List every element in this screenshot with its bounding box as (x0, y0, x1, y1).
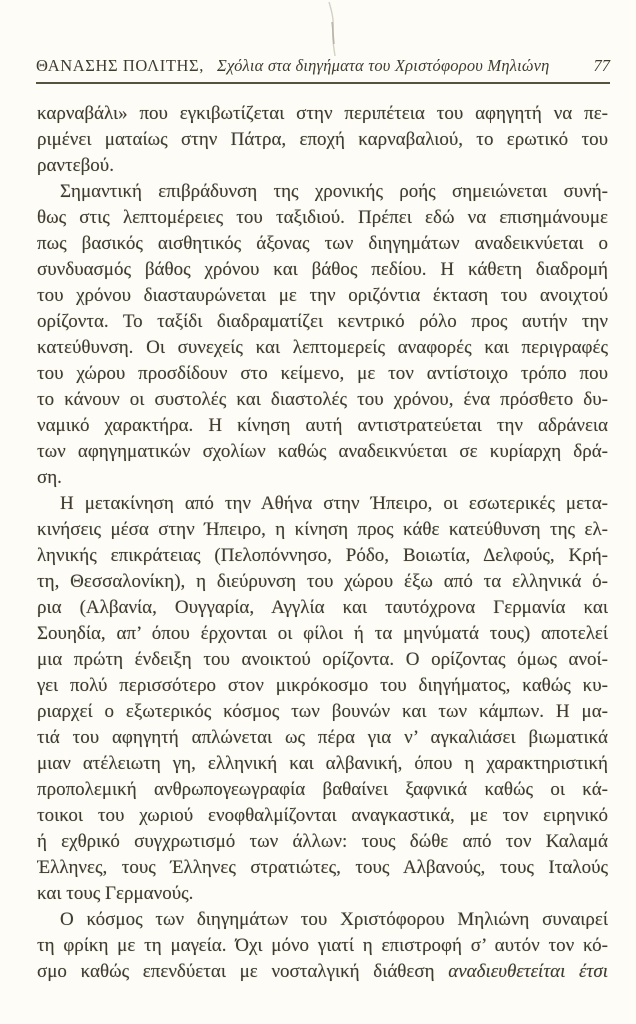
page-number: 77 (593, 56, 610, 75)
text-line: Η μετακίνηση από την Αθήνα στην Ήπειρο, οι εσωτερικές μετα- (60, 493, 608, 514)
text-line: προπολεμική ανθρωπογεωγραφία βαθαίνει ξαφνικά καθώς οι κά- (37, 779, 608, 800)
text-line: γει πολύ περισσότερο στον μικρόκοσμο του διηγήματος, καθώς κυ- (37, 675, 608, 696)
text-line: ραντεβού. (37, 155, 114, 176)
text-line: πως βασικός αισθητικός άξονας των διηγημάτων αναδεικνύεται ο (37, 233, 608, 254)
text-line: Σουηδία, απ’ όπου έρχονται οι φίλοι ή τα μηνύματά τους) αποτελεί (37, 623, 608, 644)
text-line: ναμικό χαρακτήρα. Η κίνηση αυτή αντιστρατεύεται την αδράνεια (37, 415, 608, 436)
text-line: ριμένει ματαίως στην Πάτρα, εποχή καρναβαλιού, το ερωτικό του (37, 129, 608, 150)
paragraph (37, 101, 608, 179)
text-line: το κάνουν οι συστολές και διαστολές του χρόνου, ένα πρόσθετο δυ- (37, 389, 608, 410)
text-line: τοικοι του χωριού ενοφθαλμίζονται αναγκαστικά, με τον ειρηνικό (37, 805, 608, 826)
text-line: Σημαντική επιβράδυνση της χρονικής ροής σημειώνεται συνή- (60, 181, 608, 202)
paragraph (37, 491, 608, 907)
text-line: μιαν ατέλειωτη γη, ελληνική και αλβανική, όπου η χαρακτηριστική (37, 753, 608, 774)
text-line: κινήσεις μέσα στην Ήπειρο, η κίνηση προς κάθε κατεύθυνση της ελ- (37, 519, 608, 540)
header-author-name: ΘΑΝΑΣΗΣ ΠΟΛΙΤΗΣ, (36, 56, 204, 75)
text-line: ή εχθρικό συγχρωτισμό των άλλων: τους δώθε από τον Καλαμά (37, 831, 608, 852)
text-line: καρναβάλι» που εγκιβωτίζεται στην περιπέτεια του αφηγητή να πε- (37, 103, 608, 124)
text-line: ληνικής επικράτειας (Πελοπόννησο, Ρόδο, Βοιωτία, Δελφούς, Κρή- (37, 545, 608, 566)
text-line: των αφηγηματικών σχολίων καθώς αναδεικνύεται σε κυρίαρχη δρά- (37, 441, 608, 462)
scan-artifact (0, 0, 636, 60)
text-line: τιά του αφηγητή απλώνεται ως πέρα για ν’ αγκαλιάσει βιωματικά (37, 727, 608, 748)
text-line: και τους Γερμανούς. (37, 883, 194, 904)
paragraph (37, 179, 608, 491)
text-segment: σμο καθώς επενδύεται με νοσταλγική διάθεση (37, 961, 449, 982)
text-line: θως στις λεπτομέρειες του ταξιδιού. Πρέπει εδώ να επισημάνουμε (37, 207, 608, 228)
text-line: ρια (Αλβανία, Ουγγαρία, Αγγλία και ταυτόχρονα Γερμανία και (37, 597, 608, 618)
text-line: ση. (37, 467, 62, 488)
text-line: ορίζοντα. Το ταξίδι διαδραματίζει κεντρικό ρόλο προς αυτήν την (37, 311, 608, 332)
text-line: Έλληνες, τους Έλληνες στρατιώτες, τους Αλβανούς, τους Ιταλούς (37, 857, 608, 878)
text-line: του χώρου προσδίδουν στο κείμενο, με τον αντίστοιχο τρόπο που (37, 363, 608, 384)
text-line: τη φρίκη με τη μαγεία. Όχι μόνο γιατί η επιστροφή σ’ αυτόν τον κό- (37, 935, 608, 956)
text-line: ριαρχεί ο εξωτερικός κόσμος των βουνών και των κάμπων. Η μα- (37, 701, 608, 722)
text-line: μια πρώτη ένδειξη του ανοικτού ορίζοντα. Ο ορίζοντας όμως ανοί- (37, 649, 608, 670)
page-body (37, 101, 608, 985)
emphasis-text: αναδιευθετείται έτσι (448, 961, 608, 982)
header-running-title: Σχόλια στα διηγήματα του Χριστόφορου Μηλιώνη (216, 56, 550, 75)
paragraph (37, 907, 608, 985)
text-line: συνδυασμός βάθος χρόνου και βάθος πεδίου. Η κάθετη διαδρομή (37, 259, 608, 280)
text-line: κατεύθυνση. Οι συνεχείς και λεπτομερείς αναφορές και περιγραφές (37, 337, 608, 358)
text-line: τη, Θεσσαλονίκη), η διεύρυνση του χώρου έξω από τα ελληνικά ό- (37, 571, 608, 592)
text-line (37, 959, 608, 985)
page-header (36, 56, 610, 84)
text-line: Ο κόσμος των διηγημάτων του Χριστόφορου Μηλιώνη συναιρεί (60, 909, 608, 930)
text-line: του χρόνου διασταυρώνεται με την οριζόντια έκταση του ανοιχτού (37, 285, 608, 306)
